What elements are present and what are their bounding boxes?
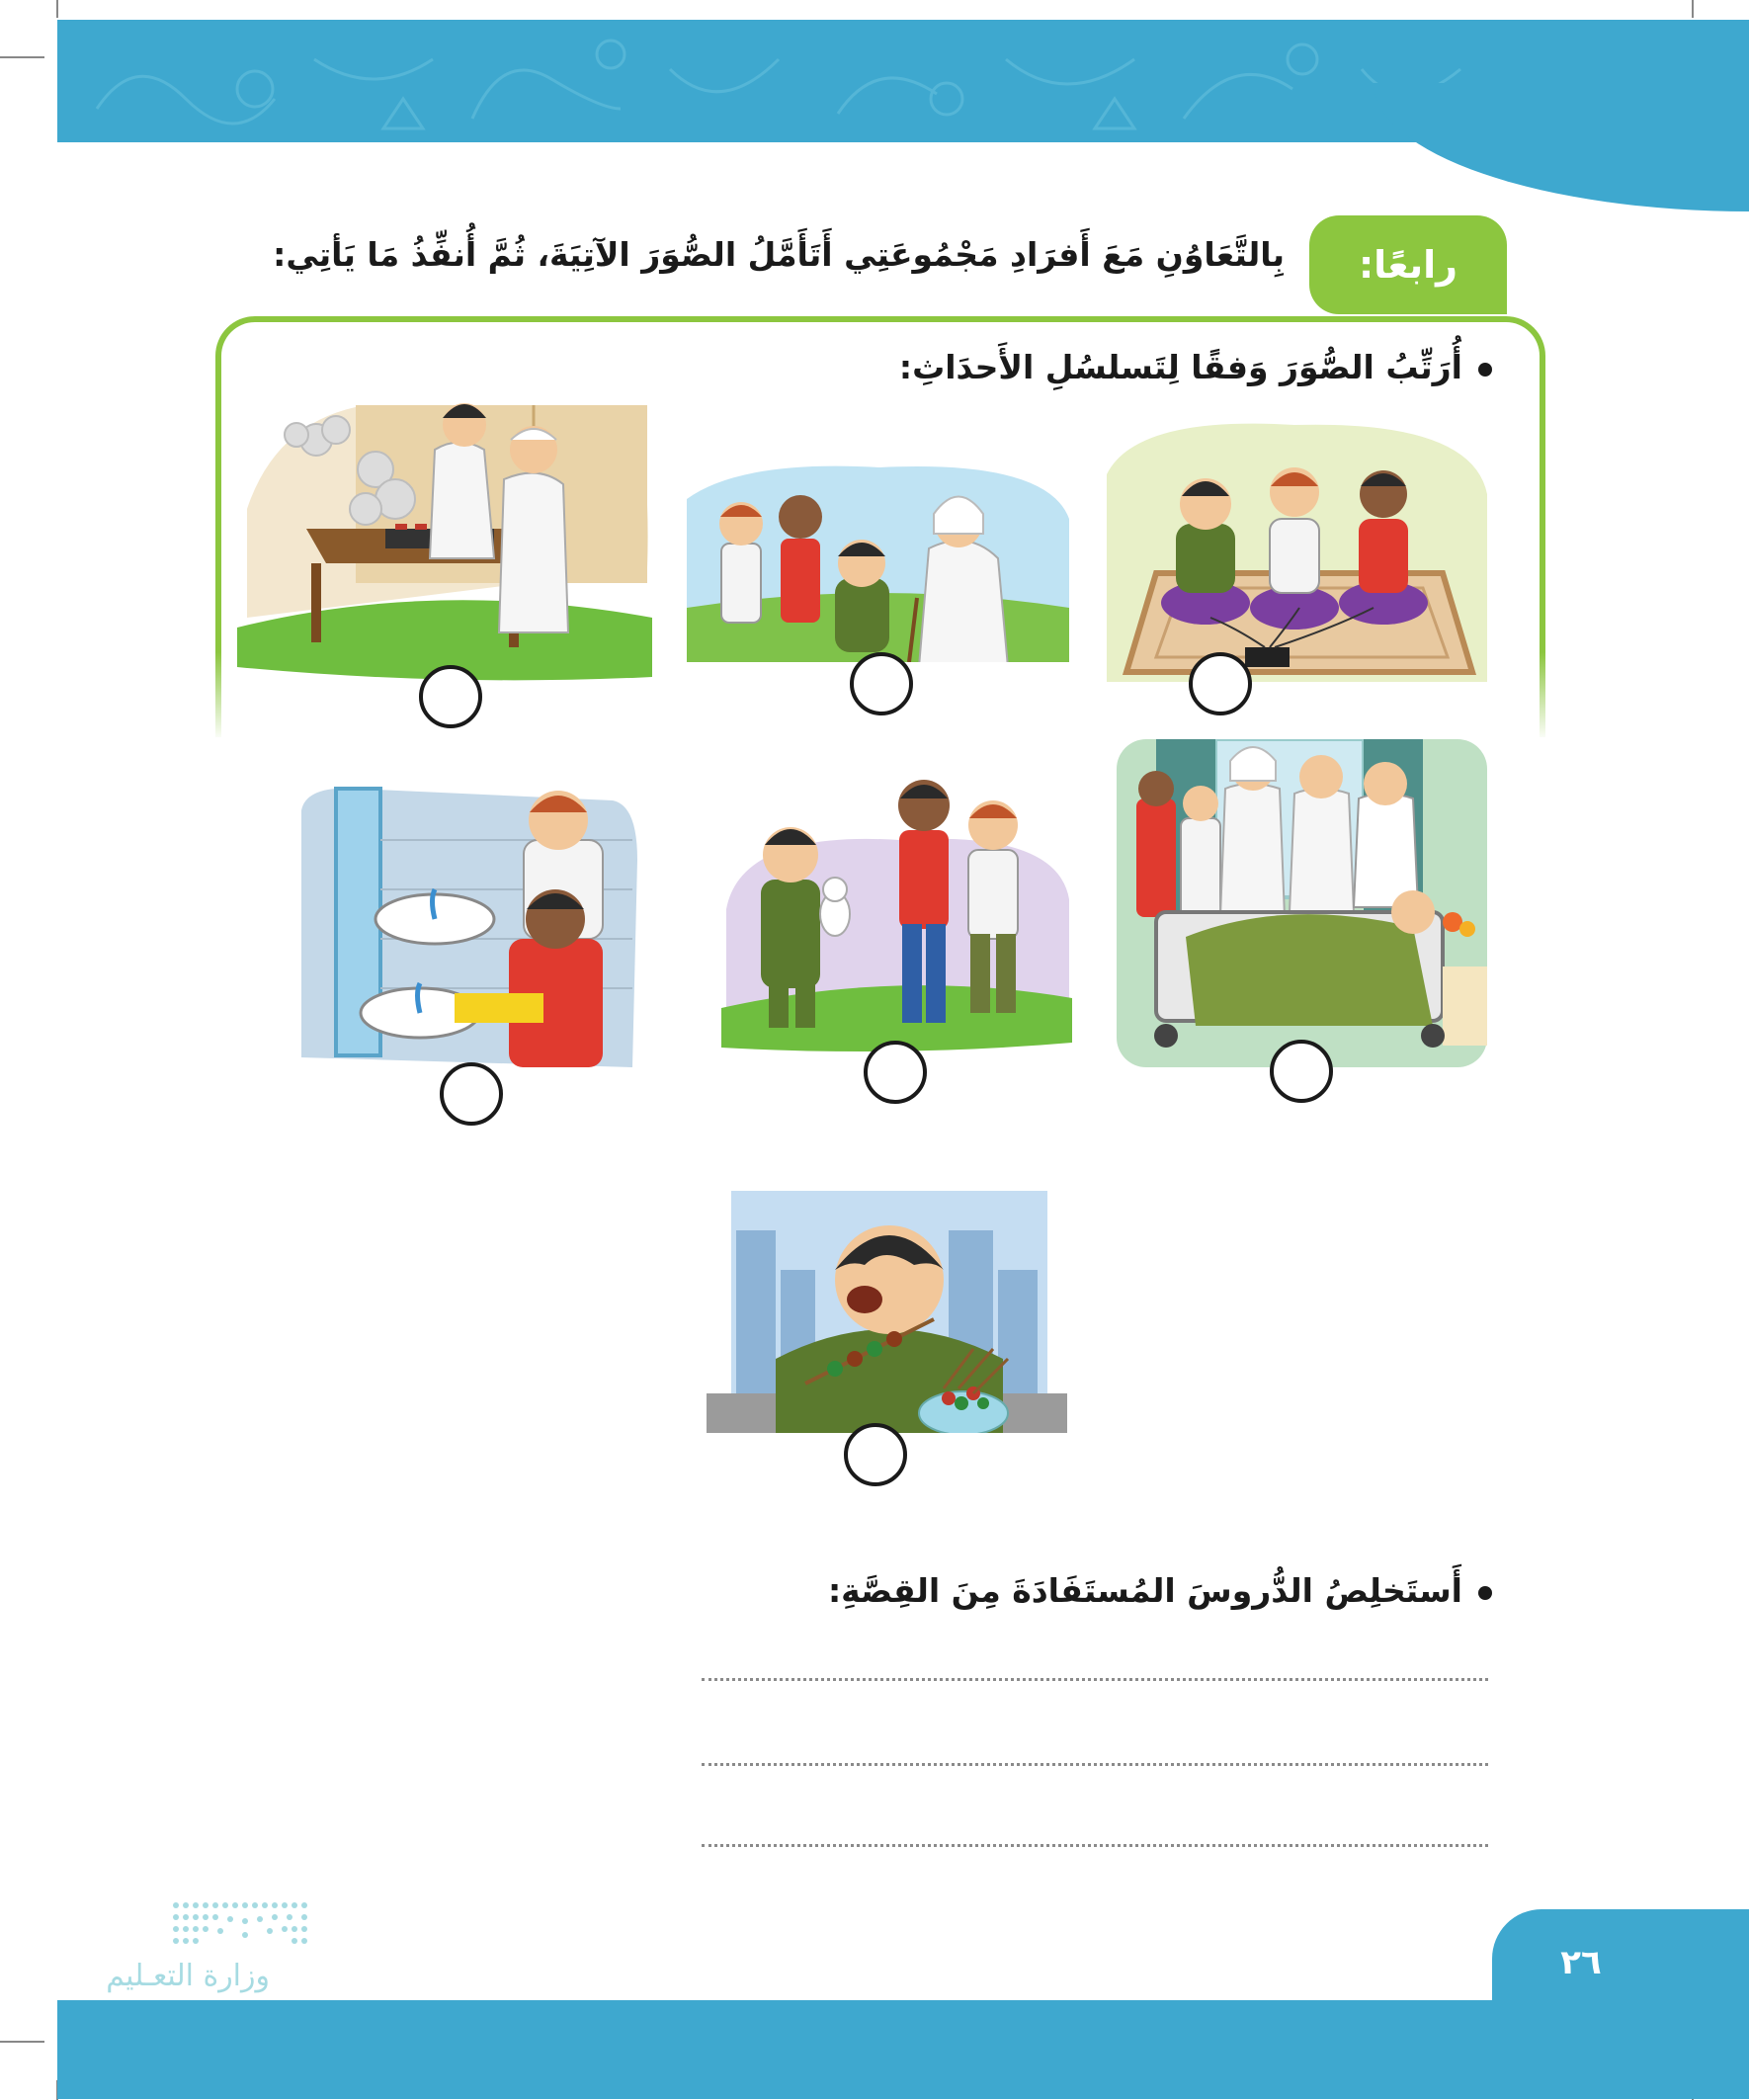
order-circle-4[interactable] (1270, 1040, 1333, 1103)
section-tab: رابعًا: (1309, 215, 1507, 314)
task-order-images (899, 348, 1492, 386)
scene-washing-hands (296, 781, 642, 1077)
section-header (273, 215, 1507, 314)
crop-mark (0, 56, 44, 58)
order-circle-3[interactable] (419, 665, 482, 728)
ministry-logo-icon (97, 1897, 324, 2016)
footer-band (57, 2000, 1749, 2099)
order-circle-2[interactable] (850, 652, 913, 715)
answer-line-3[interactable] (702, 1844, 1488, 1847)
page-number: ٢٦ (1560, 1943, 1602, 1982)
answer-line-2[interactable] (702, 1763, 1488, 1766)
scene-hospital-visit (1117, 739, 1487, 1067)
header-wave (1374, 83, 1749, 211)
header-band (57, 20, 1749, 142)
bullet-icon (1478, 1586, 1492, 1600)
order-circle-1[interactable] (1189, 652, 1252, 715)
crop-mark (0, 2041, 44, 2043)
order-circle-5[interactable] (864, 1041, 927, 1104)
order-circle-6[interactable] (440, 1062, 503, 1126)
scene-elder-advice (682, 460, 1072, 662)
task-lessons (828, 1571, 1492, 1610)
crop-mark (1692, 0, 1694, 18)
scene-boys-with-cat (721, 771, 1072, 1057)
scene-barbecue (237, 390, 652, 687)
task-order-label: أُرَتِّبُ الصُّوَرَ وَفقًا لِتَسلسُلِ الأَحدَاثِ: (898, 348, 1462, 386)
task-lessons-label: أَستَخلِصُ الدُّروسَ المُستَفَادَةَ مِنَ القِصَّةِ: (827, 1571, 1462, 1610)
section-instruction: بِالتَّعَاوُنِ مَعَ أَفرَادِ مَجْمُوعَتِي أَتَأَمَّلُ الصُّوَرَ الآتِيَةَ، ثُمَّ أُنفِّذُ مَا يَأتِي: (273, 235, 1285, 274)
bullet-icon (1478, 363, 1492, 377)
page-number-tab (1492, 1909, 1749, 2008)
scene-video-games (1097, 415, 1492, 682)
answer-line-1[interactable] (702, 1678, 1488, 1681)
crop-mark (56, 0, 58, 18)
scene-eating-kebab (707, 1191, 1067, 1433)
order-circle-7[interactable] (844, 1423, 907, 1486)
ministry-name: وزارة التعـليم (106, 1959, 270, 1993)
